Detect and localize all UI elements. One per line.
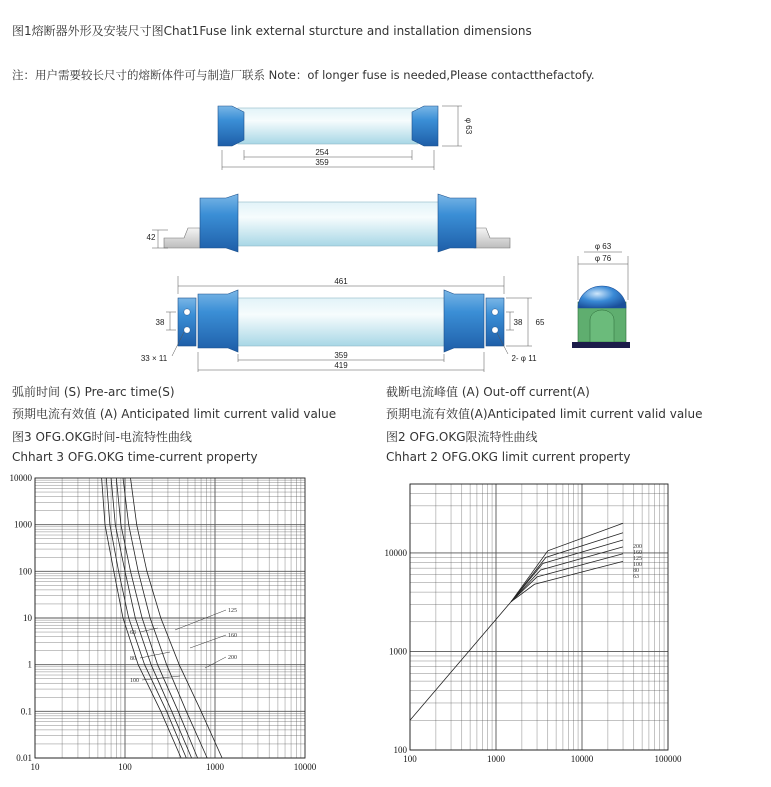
left-caption-3: 图3 OFG.OKG时间-电流特性曲线 <box>12 430 192 444</box>
x-tick-label: 10000 <box>293 762 317 772</box>
fuse3-dim-slot: 33 × 11 <box>140 354 168 363</box>
page-title: 图1熔断器外形及安装尺寸图Chat1Fuse link external sturcture and installation dimensions <box>12 24 532 38</box>
series-label-200: 200 <box>633 544 642 550</box>
series-label-125: 125 <box>228 608 237 614</box>
series-label-100: 100 <box>633 562 642 568</box>
x-tick-label: 1000 <box>487 754 505 764</box>
fuse3-dim-359: 359 <box>334 351 348 360</box>
left-caption-1: 弧前时间 (S) Pre-arc time(S) <box>12 385 175 399</box>
fuse3-dim-419: 419 <box>334 361 348 370</box>
fuse3-dim-38-right: 38 <box>513 318 523 327</box>
y-tick-label: 1 <box>27 659 32 670</box>
chart-right-grid <box>410 484 668 750</box>
y-tick-label: 1000 <box>389 646 407 657</box>
y-tick-label: 100 <box>393 745 407 755</box>
endview-dim-76: φ 76 <box>594 254 612 263</box>
series-label-200: 200 <box>228 655 237 661</box>
x-tick-label: 1000 <box>206 762 224 772</box>
right-caption-4: Chhart 2 OFG.OKG limit current property <box>386 450 631 464</box>
fuse1-dim-359: 359 <box>315 158 329 167</box>
y-tick-label: 0.01 <box>16 753 32 763</box>
series-line-160 <box>511 533 623 602</box>
fuse2-dim-42: 42 <box>146 233 156 242</box>
x-tick-label: 100 <box>118 762 132 772</box>
series-line-125 <box>511 540 623 602</box>
series-label-100: 100 <box>130 678 139 684</box>
y-tick-label: 100 <box>18 566 32 577</box>
series-label-160: 160 <box>228 633 237 639</box>
x-tick-label: 100000 <box>654 754 682 764</box>
series-label-63: 63 <box>130 630 136 636</box>
left-caption-4: Chhart 3 OFG.OKG time-current property <box>12 450 258 464</box>
y-tick-label: 1000 <box>14 519 32 530</box>
x-tick-label: 10 <box>30 762 40 772</box>
series-label-63: 63 <box>633 574 639 580</box>
left-caption-2: 预期电流有效值 (A) Anticipated limit current valid value <box>12 407 337 421</box>
x-tick-label: 100 <box>403 754 417 764</box>
right-caption-2: 预期电流有效值(A)Anticipated limit current valid value <box>386 407 703 421</box>
series-label-160: 160 <box>633 550 642 556</box>
y-tick-label: 10000 <box>9 473 32 483</box>
endview-dim-63: φ 63 <box>594 242 612 251</box>
fuse3-dim-65: 65 <box>535 318 545 327</box>
fuse3-dim-holes: 2- φ 11 <box>511 354 537 363</box>
x-tick-label: 10000 <box>570 754 594 764</box>
fuse3-dim-38-left: 38 <box>155 318 165 327</box>
fuse1-dim-254: 254 <box>315 148 329 157</box>
fuse1-dim-diameter: φ 63 <box>464 117 473 135</box>
right-caption-1: 截断电流峰值 (A) Out-off current(A) <box>386 385 590 399</box>
series-label-80: 80 <box>130 656 136 662</box>
series-label-125: 125 <box>633 556 642 562</box>
y-tick-label: 0.1 <box>20 706 32 717</box>
note-text: 注：用户需要较长尺寸的熔断体件可与制造厂联系 Note：of longer fuse is needed,Please contactthefactofy. <box>12 68 595 82</box>
series-line-100 <box>511 547 623 602</box>
series-label-80: 80 <box>633 568 639 574</box>
chart-right-frame <box>410 484 668 750</box>
fuse3-dim-461: 461 <box>334 277 348 286</box>
y-tick-label: 10000 <box>384 547 407 558</box>
y-tick-label: 10 <box>23 613 32 623</box>
right-caption-3: 图2 OFG.OKG限流特性曲线 <box>386 430 538 444</box>
